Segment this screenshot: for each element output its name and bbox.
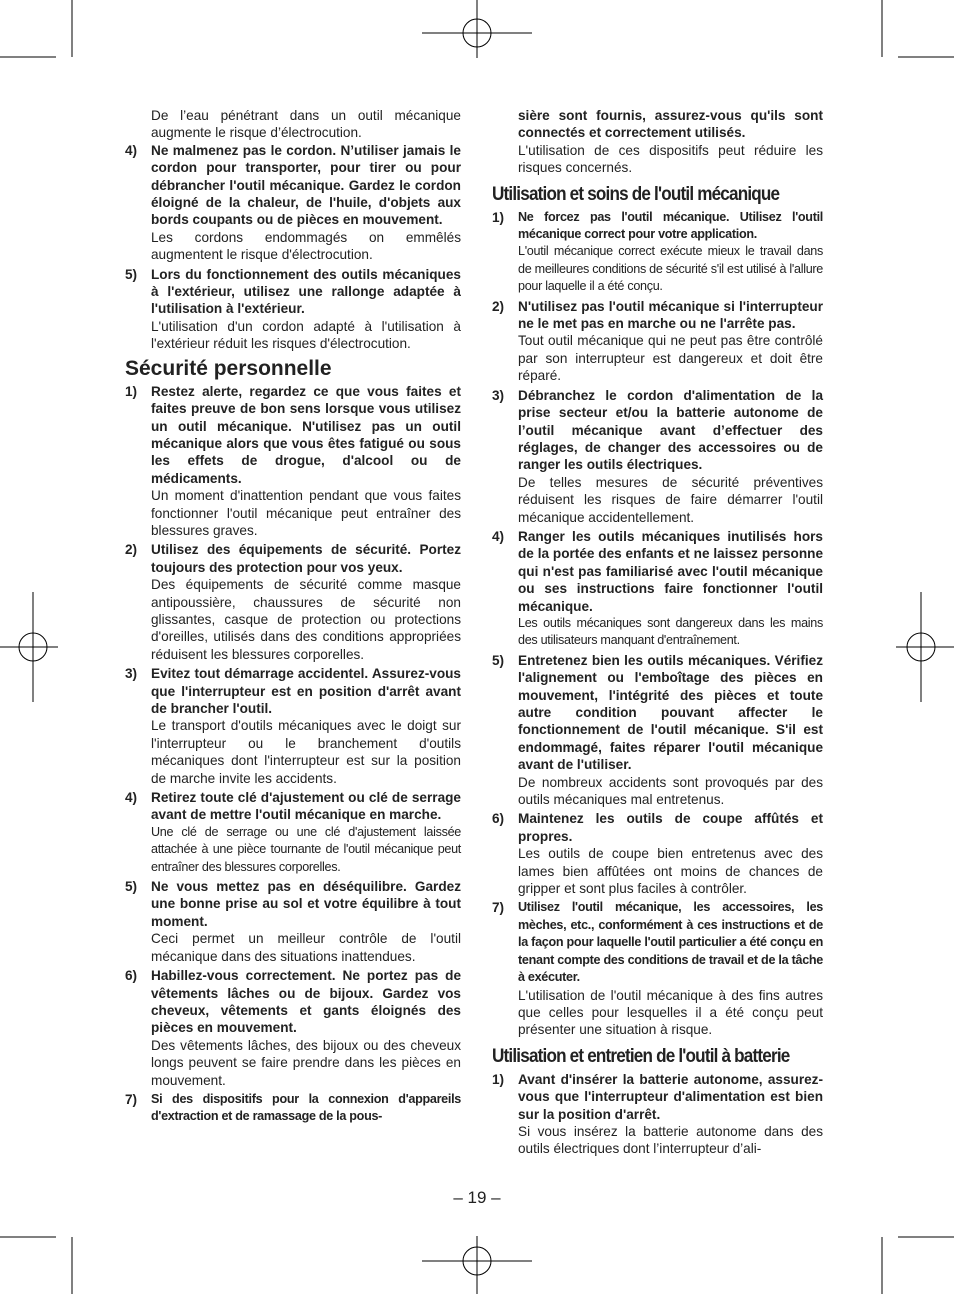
item-instruction: Débranchez le cordon d'alimentation de la prise secteur et/ou la batterie autonome de l’outil mécanique avant d’effectuer des réglages, de changer des accessoires ou de ranger les outils électriques. bbox=[518, 387, 823, 473]
list-item bbox=[125, 383, 461, 540]
item-instruction: Utilisez l'outil mécanique, les accessoires, les mèches, etc., conformément à ces instructions et de la façon pour laquelle l'outil particulier a été conçu en tenant compte des conditions de travail et de la tâche à exécuter. bbox=[518, 900, 823, 985]
continuation-text: L'utilisation de ces dispositifs peut réduire les risques concernés. bbox=[518, 142, 823, 176]
item-instruction: Si des dispositifs pour la connexion d'appareils d'extraction et de ramassage de la pous- bbox=[151, 1091, 461, 1124]
right-items-1 bbox=[492, 209, 823, 1041]
list-item bbox=[125, 789, 461, 876]
item-explanation: Un moment d'inattention pendant que vous faites fonctionner l'outil mécanique peut entraîner des blessures graves. bbox=[151, 488, 461, 538]
left-items-top bbox=[125, 142, 461, 355]
item-body bbox=[518, 528, 823, 650]
item-number: 2) bbox=[492, 298, 505, 314]
item-instruction: Maintenez les outils de coupe affûtés et propres. bbox=[518, 811, 823, 844]
intro-text: De l’eau pénétrant dans un outil mécanique augmente le risque d’électrocution. bbox=[151, 108, 461, 141]
item-body bbox=[151, 383, 461, 540]
left-items bbox=[125, 383, 461, 1128]
item-body bbox=[151, 878, 461, 965]
item-instruction: N'utilisez pas l'outil mécanique si l'interrupteur ne le met pas en marche ou ne l'arrête pas. bbox=[518, 298, 823, 332]
item-instruction: Restez alerte, regardez ce que vous faites et faites preuve de bon sens lorsque vous utilisez un outil mécanique. N'utilisez pas un outil mécanique alors que vous êtes fatigué ou sous les effets de drogue, d'alcool ou de médicaments. bbox=[151, 383, 461, 486]
item-body bbox=[151, 665, 461, 787]
item-body bbox=[151, 967, 461, 1089]
item-explanation: Si vous insérez la batterie autonome dans des outils électriques dont l’interrupteur d’ali- bbox=[518, 1123, 823, 1157]
item-number: 2) bbox=[125, 542, 138, 558]
item-instruction: Ne forcez pas l'outil mécanique. Utilisez l'outil mécanique correct pour votre application. bbox=[518, 209, 823, 242]
item-explanation: Ceci permet un meilleur contrôle de l'outil mécanique dans des situations inattendues. bbox=[151, 931, 461, 964]
item-explanation: Les cordons endommagés on emmêlés augmentent le risque d'électrocution. bbox=[151, 229, 461, 263]
item-explanation: L'utilisation de l'outil mécanique à des fins autres que celles pour lesquelles il a été conçu peut présenter une situation à risque. bbox=[518, 987, 823, 1038]
item-body bbox=[151, 142, 461, 264]
item-instruction: Avant d'insérer la batterie autonome, assurez-vous que l'interrupteur d'alimentation est bien sur la position d'arrêt. bbox=[518, 1071, 823, 1122]
item-explanation: Le transport d'outils mécaniques avec le doigt sur l'interrupteur ou le branchement d'outils mécaniques dont l'interrupteur est sur la position de marche invite les accidents. bbox=[151, 718, 461, 786]
list-item bbox=[492, 298, 823, 385]
list-item bbox=[492, 1071, 823, 1158]
item-number: 1) bbox=[125, 383, 138, 399]
right-items-2 bbox=[492, 1071, 823, 1160]
section-heading-personal-safety: Sécurité personnelle bbox=[125, 356, 332, 380]
item-explanation: De telles mesures de sécurité préventives réduisent les risques de faire démarrer l'outil mécanique accidentellement. bbox=[518, 474, 823, 525]
item-instruction: Utilisez des équipements de sécurité. Portez toujours des protection pour vos yeux. bbox=[151, 542, 461, 575]
right-column bbox=[492, 107, 823, 1160]
item-body bbox=[151, 1091, 461, 1126]
item-number: 7) bbox=[492, 900, 505, 916]
item-body bbox=[518, 810, 823, 897]
item-number: 5) bbox=[125, 266, 138, 282]
item-number: 6) bbox=[125, 968, 138, 984]
item-instruction: Evitez tout démarrage accidentel. Assurez-vous que l'interrupteur est en position d'arrêt avant de brancher l'outil. bbox=[151, 666, 461, 716]
page-number: – 19 – bbox=[453, 1188, 501, 1207]
item-explanation: Tout outil mécanique qui ne peut pas être contrôlé par son interrupteur est dangereux et doit être réparé. bbox=[518, 333, 823, 384]
item-instruction: Lors du fonctionnement des outils mécaniques à l'extérieur, utilisez une rallonge adaptée à l'utilisation à l'extérieur. bbox=[151, 266, 461, 317]
item-number: 4) bbox=[125, 142, 138, 158]
continuation bbox=[492, 107, 823, 177]
item-body bbox=[518, 387, 823, 526]
item-number: 5) bbox=[125, 879, 138, 895]
list-item bbox=[125, 142, 461, 264]
item-body bbox=[151, 266, 461, 353]
registration-mark-right bbox=[896, 592, 954, 702]
item-instruction: Retirez toute clé d'ajustement ou clé de serrage avant de mettre l'outil mécanique en marche. bbox=[151, 790, 461, 823]
left-column bbox=[125, 107, 461, 1128]
list-item bbox=[492, 899, 823, 1038]
item-number: 1) bbox=[492, 1071, 505, 1087]
item-instruction: Entretenez bien les outils mécaniques. Vérifiez l'alignement ou l'emboîtage des pièces en mouvement, l'intégrité des pièces et toute autre condition pouvant affecter le fonctionnement de l'outil mécanique. S'il est endommagé, faites réparer l'outil mécanique avant de l'utiliser. bbox=[518, 652, 823, 773]
list-item bbox=[492, 387, 823, 526]
item-number: 6) bbox=[492, 811, 505, 827]
item-number: 4) bbox=[492, 528, 505, 544]
item-body bbox=[151, 789, 461, 876]
item-explanation: De nombreux accidents sont provoqués par des outils mécaniques mal entretenus. bbox=[518, 774, 823, 808]
list-item bbox=[492, 652, 823, 809]
item-number: 3) bbox=[492, 387, 505, 403]
item-instruction: Habillez-vous correctement. Ne portez pas de vêtements lâches ou de bijoux. Gardez vos cheveux, vêtements et gants éloignés des pièces en mouvement. bbox=[151, 968, 461, 1036]
registration-mark-top bbox=[422, 0, 532, 58]
list-item bbox=[125, 541, 461, 663]
item-explanation: Une clé de serrage ou une clé d'ajustement laissée attachée à une pièce tournante de l'outil mécanique peut entraîner des blessures corporelles. bbox=[151, 824, 461, 874]
list-item bbox=[125, 665, 461, 787]
registration-mark-left bbox=[0, 592, 58, 702]
list-item bbox=[492, 209, 823, 296]
item-instruction: Ne malmenez pas le cordon. N’utiliser jamais le cordon pour transporter, pour tirer ou pour débrancher l'outil mécanique. Gardez le cordon éloigné de la chaleur, de l'huile, d'objets aux bords coupants ou de pièces en mouvement. bbox=[151, 142, 461, 228]
list-item bbox=[492, 528, 823, 650]
item-explanation: L'outil mécanique correct exécute mieux le travail dans de meilleures conditions de sécurité s'il est utilisé à l'allure pour laquelle il a été conçu. bbox=[518, 244, 823, 294]
item-number: 5) bbox=[492, 652, 505, 668]
section-heading-tool-use: Utilisation et soins de l'outil mécanique bbox=[492, 183, 780, 205]
item-body bbox=[518, 1071, 823, 1158]
item-number: 1) bbox=[492, 209, 505, 225]
list-item bbox=[125, 967, 461, 1089]
item-number: 7) bbox=[125, 1091, 138, 1107]
item-instruction: Ne vous mettez pas en déséquilibre. Gardez une bonne prise au sol et votre équilibre à tout moment. bbox=[151, 879, 461, 929]
item-explanation: Les outils mécaniques sont dangereux dans les mains des utilisateurs manquant d'entraînement. bbox=[518, 615, 823, 648]
item-number: 4) bbox=[125, 790, 138, 806]
item-number: 3) bbox=[125, 666, 138, 682]
item-explanation: Des équipements de sécurité comme masque antipoussière, chaussures de sécurité non glissantes, casque de protection ou protections d'oreilles, utilisés dans des conditions appropriées réduisent les blessures corporelles. bbox=[151, 577, 461, 662]
section-heading-battery-tool: Utilisation et entretien de l'outil à batterie bbox=[492, 1045, 790, 1067]
continuation-bold: sière sont fournis, assurez-vous qu'ils sont connectés et correctement utilisés. bbox=[518, 108, 823, 141]
registration-mark-bottom bbox=[422, 1236, 532, 1294]
item-body bbox=[518, 899, 823, 1038]
item-body bbox=[151, 541, 461, 663]
list-item bbox=[125, 878, 461, 965]
list-item bbox=[492, 810, 823, 897]
item-body bbox=[518, 298, 823, 385]
item-explanation: Des vêtements lâches, des bijoux ou des cheveux longs peuvent se faire prendre dans les pièces en mouvement. bbox=[151, 1037, 461, 1088]
item-body bbox=[518, 209, 823, 296]
item-body bbox=[518, 652, 823, 809]
item-explanation: L'utilisation d'un cordon adapté à l'utilisation à l'extérieur réduit les risques d'électrocution. bbox=[151, 318, 461, 352]
item-explanation: Les outils de coupe bien entretenus avec des lames bien affûtées ont moins de chances de gripper et sont plus faciles à contrôler. bbox=[518, 846, 823, 897]
list-item bbox=[125, 266, 461, 353]
item-instruction: Ranger les outils mécaniques inutilisés hors de la portée des enfants et ne laissez personne qui n'est pas familiarisé avec l'outil mécanique ou ses instructions faire fonctionner l'outil mécanique. bbox=[518, 528, 823, 614]
list-item bbox=[125, 1091, 461, 1126]
